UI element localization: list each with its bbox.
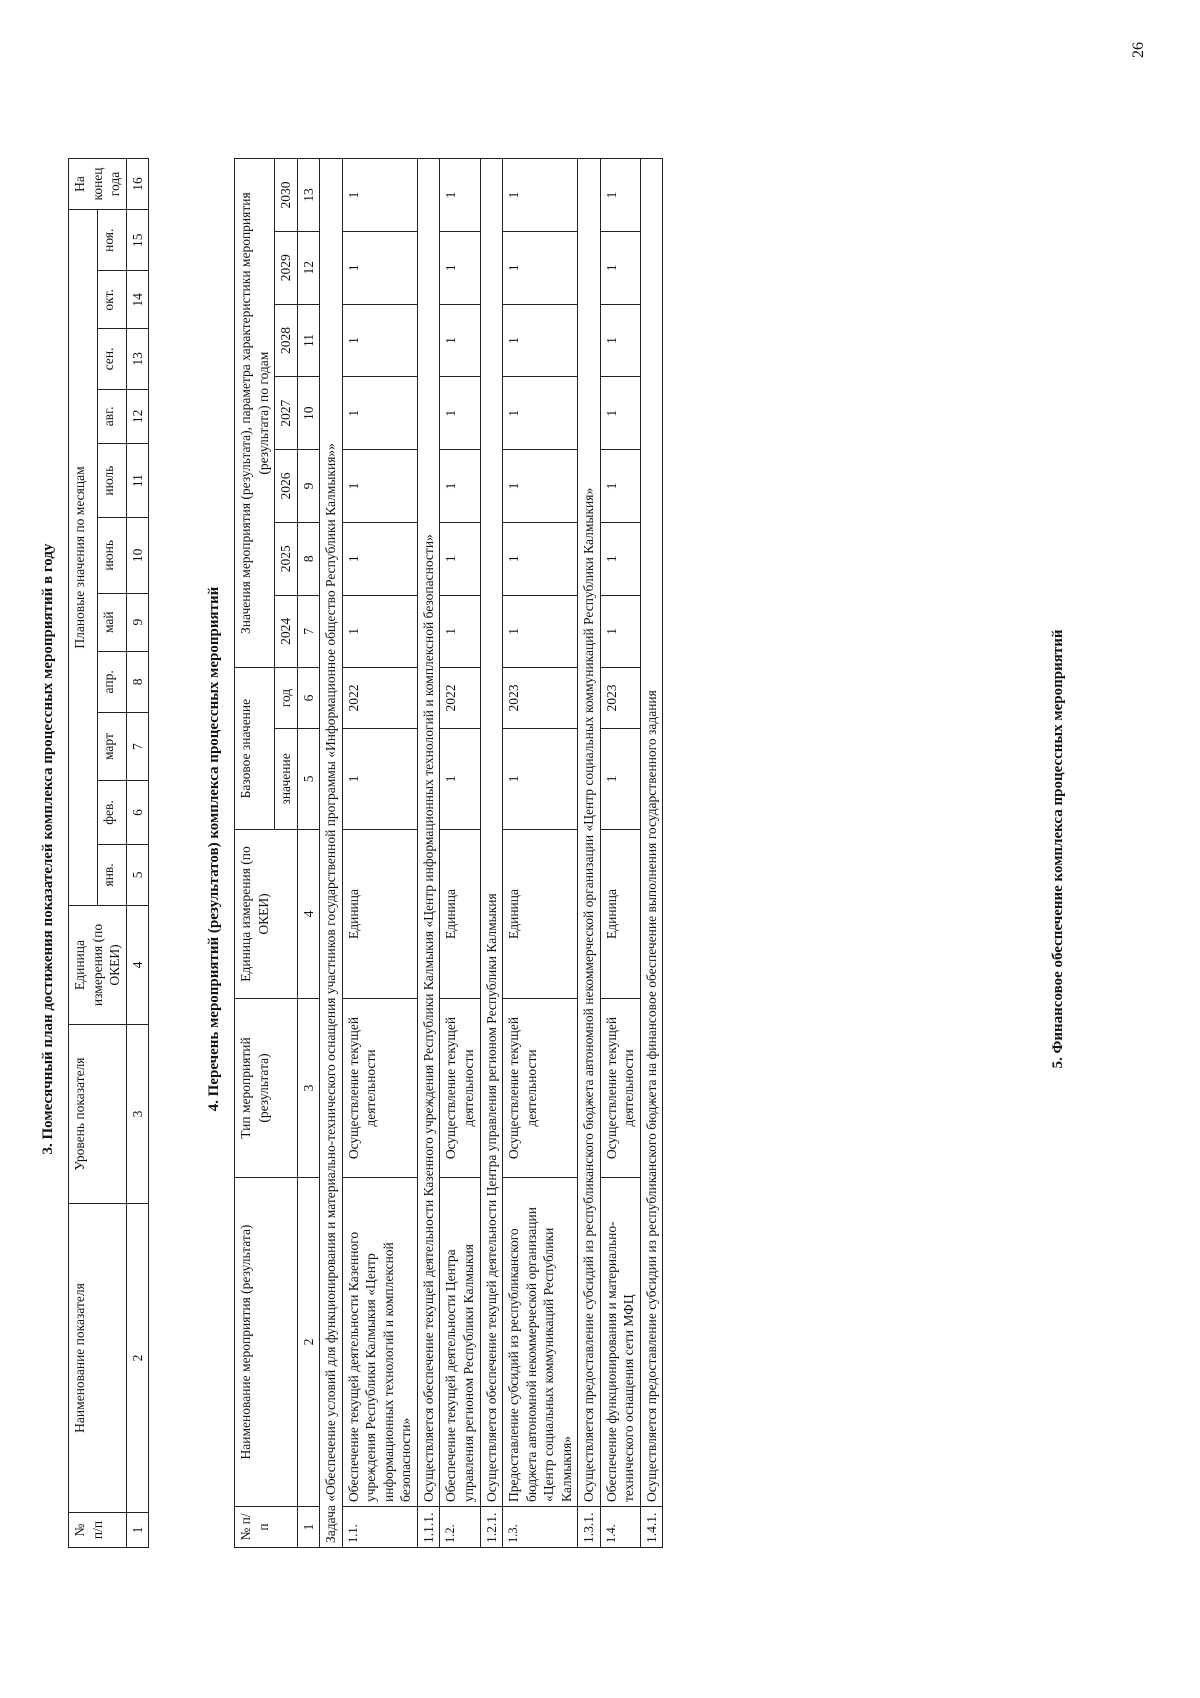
s3-col-number: 9 [126,593,149,651]
sub-row-text: Осуществляется предоставление субсидии из республиканского бюджета на финансовое обеспечение выполнения государственного задания [640,159,663,1507]
task-row: Задача «Обеспечение условий для функционирования и материально-технического оснащения участников государственной программы «Информационное общество Республики Калмыкия»» [320,159,343,1548]
s3-month: июнь [97,518,126,593]
row-value-2026: 1 [342,450,417,523]
sub-row-text: Осуществляется предоставление субсидий из республиканского бюджета автономной некоммерческой организации «Центр социальных коммуникаций Республики Калмыкия» [578,159,601,1507]
s4-col-number: 2 [297,1178,320,1507]
row-value-2030: 1 [440,159,480,232]
row-type: Осуществление текущей деятельности [440,999,480,1178]
s3-month: май [97,593,126,651]
s4-header-unit: Единица измерения (по ОКЕИ) [235,830,298,999]
row-value-2027: 1 [342,377,417,450]
row-value-2029: 1 [600,231,640,304]
row-value-2029: 1 [503,231,578,304]
row-value-2028: 1 [440,304,480,377]
s3-col-number: 11 [126,444,149,518]
s3-month: окт. [97,271,126,329]
row-base-value: 1 [600,728,640,829]
row-num: 1.3. [503,1507,578,1548]
section5-title: 5. Финансовое обеспечение комплекса процессных мероприятий [1050,629,1066,1069]
row-value-2025: 1 [342,522,417,595]
row-unit: Единица [342,830,417,999]
s3-header-unit: Единица измерения (по ОКЕИ) [69,906,127,1025]
s3-col-number: 1 [126,1513,149,1548]
row-value-2026: 1 [440,450,480,523]
s3-col-number: 16 [126,159,149,210]
s4-header-values: Значения мероприятия (результата), параметра характеристики мероприятия (результата) по годам [235,159,275,668]
s3-header-level: Уровень показателя [69,1025,127,1204]
row-base-year: 2023 [600,668,640,729]
s3-col-number: 7 [126,712,149,780]
row-value-2024: 1 [342,595,417,668]
page-number: 26 [1130,42,1147,58]
s4-col-number: 3 [297,999,320,1178]
s4-year: 2027 [275,377,298,450]
s3-col-number: 10 [126,518,149,593]
row-name: Обеспечение текущей деятельности Казенного учреждения Республики Калмыкия «Центр информационных технологий и комплексной безопасности» [342,1178,417,1507]
s4-year: 2024 [275,595,298,668]
s4-header-num: № п/п [235,1507,298,1548]
s4-year: 2025 [275,522,298,595]
row-name: Обеспечение функционирования и материально-технического оснащения сети МФЦ [600,1178,640,1507]
s3-col-number: 15 [126,210,149,271]
row-value-2030: 1 [503,159,578,232]
row-value-2030: 1 [600,159,640,232]
s3-col-number: 13 [126,329,149,389]
row-type: Осуществление текущей деятельности [342,999,417,1178]
s4-col-number: 11 [297,304,320,377]
row-value-2024: 1 [440,595,480,668]
s4-header-base-value: значение [275,728,298,829]
s3-col-number: 5 [126,844,149,905]
row-value-2025: 1 [600,522,640,595]
s4-col-number: 1 [297,1507,320,1548]
sub-row-text: Осуществляется обеспечение текущей деятельности Центра управления регионом Республики Калмыкия [480,159,503,1507]
s3-month: фев. [97,781,126,845]
monthly-plan-table [68,158,149,1548]
s3-month: янв. [97,844,126,905]
row-base-value: 1 [503,728,578,829]
s3-month: апр. [97,651,126,712]
s3-col-number: 3 [126,1025,149,1204]
row-unit: Единица [440,830,480,999]
row-value-2028: 1 [503,304,578,377]
activities-table [234,158,663,1548]
s3-header-num: № п/п [69,1513,127,1548]
s4-header-base-year: год [275,668,298,729]
s4-col-number: 7 [297,595,320,668]
row-base-value: 1 [342,728,417,829]
s3-col-number: 12 [126,389,149,444]
s4-col-number: 9 [297,450,320,523]
row-name: Предоставление субсидий из республиканского бюджета автономной некоммерческой организации «Центр социальных коммуникаций Республики Калмыкия» [503,1178,578,1507]
s4-col-number: 5 [297,728,320,829]
s4-year: 2029 [275,231,298,304]
s4-col-number: 13 [297,159,320,232]
s4-year: 2030 [275,159,298,232]
row-value-2028: 1 [600,304,640,377]
s4-header-base: Базовое значение [235,668,275,830]
row-base-year: 2022 [342,668,417,729]
s3-col-number: 6 [126,781,149,845]
s4-col-number: 6 [297,668,320,729]
sub-row-num: 1.1.1. [417,1507,440,1548]
row-name: Обеспечение текущей деятельности Центра управления регионом Республики Калмыкия [440,1178,480,1507]
row-base-value: 1 [440,728,480,829]
sub-row-num: 1.3.1. [578,1507,601,1548]
section3-title: 3. Помесячный план достижения показателей комплекса процессных мероприятий в году [40,543,56,1155]
s4-col-number: 8 [297,522,320,595]
row-value-2025: 1 [440,522,480,595]
s3-month: март [97,712,126,780]
s4-header-name: Наименование мероприятия (результата) [235,1178,298,1507]
row-base-year: 2022 [440,668,480,729]
row-value-2027: 1 [503,377,578,450]
s4-col-number: 4 [297,830,320,999]
row-num: 1.1. [342,1507,417,1548]
s3-header-name: Наименование показателя [69,1204,127,1513]
s4-col-number: 10 [297,377,320,450]
row-value-2025: 1 [503,522,578,595]
row-type: Осуществление текущей деятельности [600,999,640,1178]
s3-col-number: 8 [126,651,149,712]
row-value-2024: 1 [600,595,640,668]
s3-month: авг. [97,389,126,444]
s3-header-end-of-year: На конец года [69,159,127,210]
s3-col-number: 14 [126,271,149,329]
row-base-year: 2023 [503,668,578,729]
s3-month: июль [97,444,126,518]
sub-row-text: Осуществляется обеспечение текущей деятельности Казенного учреждения Республики Калмыкия «Центр информационных технологий и комплексной безопасности» [417,159,440,1507]
s3-month: сен. [97,329,126,389]
row-unit: Единица [503,830,578,999]
row-value-2027: 1 [440,377,480,450]
row-value-2029: 1 [342,231,417,304]
s3-col-number: 2 [126,1204,149,1513]
s4-header-type: Тип мероприятий (результата) [235,999,298,1178]
row-value-2029: 1 [440,231,480,304]
row-value-2027: 1 [600,377,640,450]
section4-title: 4. Перечень мероприятий (результатов) комплекса процессных мероприятий [206,586,222,1112]
row-num: 1.4. [600,1507,640,1548]
s3-month: ноя. [97,210,126,271]
row-value-2030: 1 [342,159,417,232]
s3-header-monthly: Плановые значения по месяцам [69,210,98,906]
row-value-2028: 1 [342,304,417,377]
s3-col-number: 4 [126,906,149,1025]
s4-year: 2028 [275,304,298,377]
row-value-2024: 1 [503,595,578,668]
row-type: Осуществление текущей деятельности [503,999,578,1178]
sub-row-num: 1.4.1. [640,1507,663,1548]
row-num: 1.2. [440,1507,480,1548]
s4-col-number: 12 [297,231,320,304]
s4-year: 2026 [275,450,298,523]
row-value-2026: 1 [600,450,640,523]
row-unit: Единица [600,830,640,999]
sub-row-num: 1.2.1. [480,1507,503,1548]
row-value-2026: 1 [503,450,578,523]
